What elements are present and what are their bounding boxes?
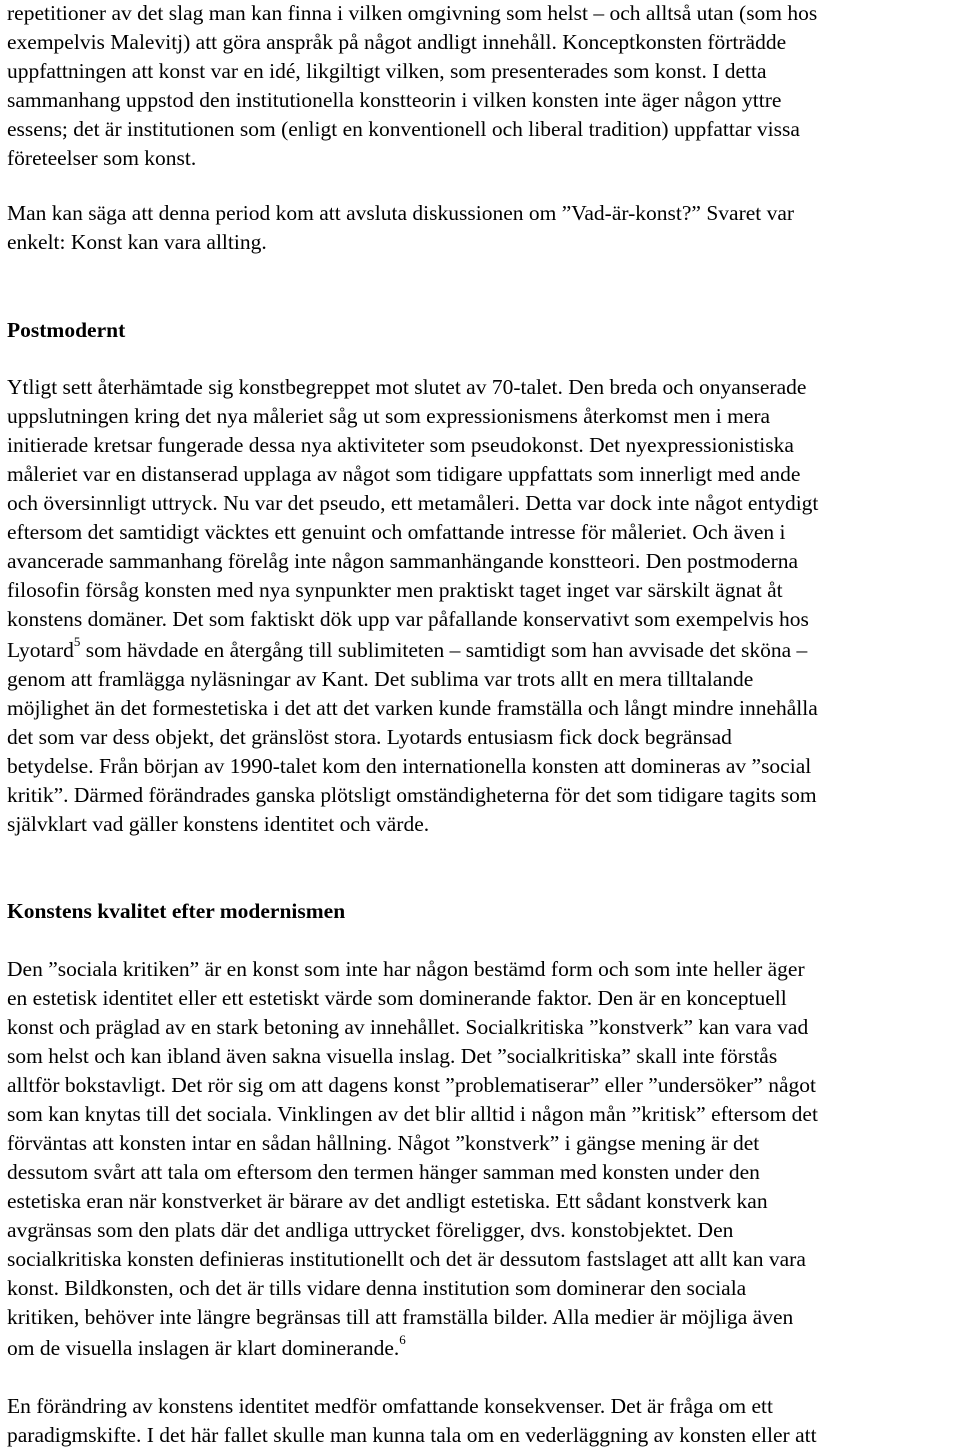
text-segment: som hävdade en återgång till sublimiteten – samtidigt som han avvisade det sköna – <box>80 638 808 662</box>
text-line: en estetisk identitet eller ett estetiskt värde som dominerande faktor. Den är en konceptuell <box>7 986 787 1010</box>
text-line: uppfattningen att konst var en idé, likgiltigt vilken, som presenterades som konst. I detta <box>7 59 767 83</box>
text-line: enkelt: Konst kan vara allting. <box>7 230 267 254</box>
text-line: betydelse. Från början av 1990-talet kom den internationella konsten att domineras av ”social <box>7 754 812 778</box>
text-line: paradigmskifte. I det här fallet skulle man kunna tala om en vederläggning av konsten eller att <box>7 1423 817 1447</box>
text-line: avancerade sammanhang förelåg inte någon sammanhängande konstteori. Den postmoderna <box>7 549 799 573</box>
text-line: konst. Bildkonsten, och det är tills vidare denna institution som dominerar den sociala <box>7 1276 747 1300</box>
document-page <box>7 0 960 1450</box>
text-line: konst och präglad av en stark betoning av innehållet. Socialkritiska ”konstverk” kan vara vad <box>7 1015 809 1039</box>
text-line: konstens domäner. Det som faktiskt dök upp var påfallande konservativt som exempelvis hos <box>7 607 809 631</box>
text-line: alltför bokstavligt. Det rör sig om att dagens konst ”problematiserar” eller ”undersöker” något <box>7 1073 816 1097</box>
text-line: som helst och kan ibland även sakna visuella inslag. Det ”socialkritiska” skall inte förstås <box>7 1044 778 1068</box>
section-heading: Postmodernt <box>7 318 126 342</box>
text-line: repetitioner av det slag man kan finna i vilken omgivning som helst – och alltså utan (som hos <box>7 1 818 25</box>
text-line: avgränsas som den plats där det andliga uttrycket föreligger, dvs. konstobjektet. Den <box>7 1218 734 1242</box>
text-line: möjlighet än det formestetiska i det att det varken kunde framställa och långt mindre innehålla <box>7 696 818 720</box>
text-line: uppslutningen kring det nya måleriet såg ut som expressionismens återkomst men i mera <box>7 404 771 428</box>
text-line: och översinnligt uttryck. Nu var det pseudo, ett metamåleri. Detta var dock inte något entydigt <box>7 491 819 515</box>
text-line: sammanhang uppstod den institutionella konstteorin i vilken konsten inte äger någon yttre <box>7 88 782 112</box>
text-line: kritiken, behöver inte längre begränsas till att framställa bilder. Alla medier är möjliga även <box>7 1305 794 1329</box>
text-line: filosofin försåg konsten med nya synpunkter men praktiskt taget inget var särskilt ägnat åt <box>7 578 783 602</box>
text-line: Man kan säga att denna period kom att avsluta diskussionen om ”Vad-är-konst?” Svaret var <box>7 201 795 225</box>
text-line: företeelser som konst. <box>7 146 197 170</box>
text-line: Ytligt sett återhämtade sig konstbegreppet mot slutet av 70-talet. Den breda och onyanserade <box>7 375 807 399</box>
text-line: initierade kretsar fungerade dessa nya aktiviteter som pseudokonst. Det nyexpressionistiska <box>7 433 794 457</box>
text-segment: Lyotard <box>7 638 74 662</box>
text-line: som kan knytas till det sociala. Vinklingen av det blir alltid i någon mån ”kritisk” eftersom det <box>7 1102 818 1126</box>
text-line: estetiska eran när konstverket är bärare av det andligt estetiska. Ett sådant konstverk kan <box>7 1189 768 1213</box>
text-line: Den ”sociala kritiken” är en konst som inte har någon bestämd form och som inte heller äger <box>7 957 805 981</box>
text-line: dessutom svårt att tala om eftersom den termen hänger samman med konsten under den <box>7 1160 760 1184</box>
text-line: förväntas att konsten intar en sådan hållning. Något ”konstverk” i gängse mening är det <box>7 1131 760 1155</box>
section-heading: Konstens kvalitet efter modernismen <box>7 899 346 923</box>
text-line: måleriet var en distanserad upplaga av något som tidigare uppfattats som innerligt med ande <box>7 462 801 486</box>
text-line: exempelvis Malevitj) att göra anspråk på något andligt innehåll. Konceptkonsten förträdde <box>7 30 787 54</box>
text-line: En förändring av konstens identitet medför omfattande konsekvenser. Det är fråga om ett <box>7 1394 773 1418</box>
text-line: det som var dess objekt, det gränslöst stora. Lyotards entusiasm fick dock begränsad <box>7 725 732 749</box>
footnote-marker[interactable]: 5 <box>73 633 81 649</box>
text-line: eftersom det samtidigt väcktes ett genuint och omfattande intresse för måleriet. Och även i <box>7 520 786 544</box>
text-line: kritik”. Därmed förändrades ganska plötsligt omständigheterna för det som tidigare tagits som <box>7 783 817 807</box>
text-line: självklart vad gäller konstens identitet och värde. <box>7 812 430 836</box>
text-line-with-footnote <box>7 1331 406 1363</box>
text-segment: om de visuella inslagen är klart dominerande. <box>7 1336 400 1360</box>
footnote-marker[interactable]: 6 <box>399 1331 406 1347</box>
text-line: genom att framlägga nyläsningar av Kant. Det sublima var trots allt en mera tilltalande <box>7 667 754 691</box>
text-line-with-footnote <box>7 633 808 665</box>
text-line: socialkritiska konsten definieras institutionellt och det är dessutom fastslaget att allt kan vara <box>7 1247 806 1271</box>
text-line: essens; det är institutionen som (enligt en konventionell och liberal tradition) uppfattar vissa <box>7 117 800 141</box>
